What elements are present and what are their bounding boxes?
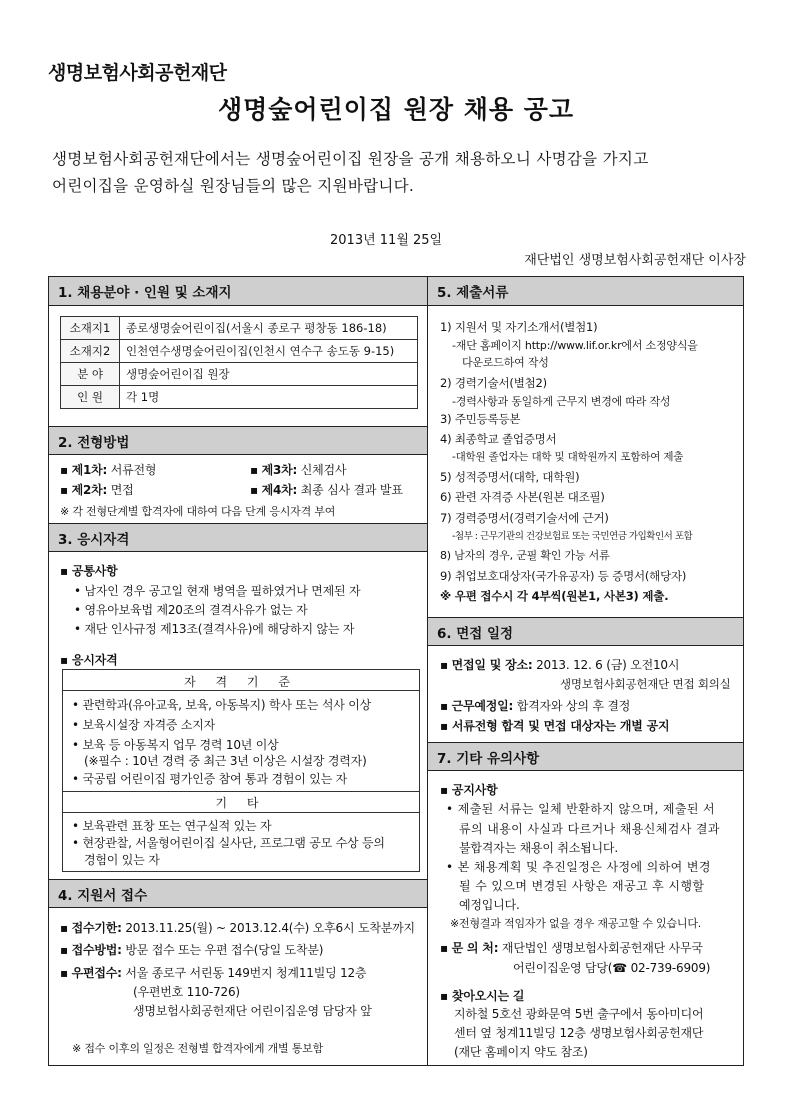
directions-title: ▪ 찾아오시는 길 [440,989,525,1003]
common-title: ▪ 공통사항 [60,564,118,578]
list-item: ▪ 제1차: 서류전형 [60,463,157,477]
cell-key: 소재지2 [61,340,120,363]
table-row [61,340,418,363]
list-item: • 보육 등 아동복지 업무 경력 10년 이상 [72,738,279,752]
table-row [61,317,418,340]
directions-line: 지하철 5호선 광화문역 5번 출구에서 동아미디어 [454,1007,704,1021]
criteria-heading: 자 격 기 준 [184,675,298,689]
list-item: • 관련학과(유아교육, 보육, 아동복지) 학사 또는 석사 이상 [72,698,372,712]
cell-key: 분 야 [61,363,120,386]
list-item: ▪ 우편접수: 서울 종로구 서린동 149번지 청계11빌딩 12층 [60,966,367,980]
directions-line: (재단 홈페이지 약도 참조) [454,1045,588,1059]
intro-line: 어린이집을 운영하실 원장님들의 많은 지원바랍니다. [52,177,415,195]
doc-line: 다운로드하여 작성 [462,356,549,369]
doc-line: 9) 취업보호대상자(국가유공자) 등 증명서(해당자) [440,569,687,583]
table-row [61,386,418,409]
doc-line: 1) 지원서 및 자기소개서(별첨1) [440,320,598,334]
doc-line: ※ 우편 접수시 각 4부씩(원본1, 사본3) 제출. [440,589,669,603]
section-7-heading: 7. 기타 유의사항 [428,742,743,771]
list-item: • 국공립 어린이집 평가인증 참여 통과 경험이 있는 자 [72,772,348,786]
screening-note: ※ 각 전형단계별 합격자에 대하여 다음 단계 응시자격 부여 [60,505,336,518]
doc-line: -첨부 : 근무기관의 건강보험료 또는 국민연금 가입확인서 포함 [452,531,693,542]
cell-value: 인천연수생명숲어린이집(인천시 연수구 송도동 9-15) [120,340,418,363]
page-title: 생명숲어린이집 원장 채용 공고 [217,95,575,124]
list-item-cont: 예정입니다. [459,898,520,912]
list-item: • 제출된 서류는 일체 반환하지 않으며, 제출된 서 [446,802,716,816]
cell-value: 생명숲어린이집 원장 [120,363,418,386]
list-item: ▪ 접수기한: 2013.11.25(월) ~ 2013.12.4(수) 오후6시 도착분까지 [60,921,415,935]
list-item: • 보육시설장 자격증 소지자 [72,718,216,732]
list-item: • 남자인 경우 공고일 현재 병역을 필하였거나 면제된 자 [74,584,361,598]
section-4-heading: 4. 지원서 접수 [49,879,427,908]
doc-line: 5) 성적증명서(대학, 대학원) [440,470,580,484]
column-divider [427,276,428,1066]
list-item: ▪ 근무예정일: 합격자와 상의 후 결정 [440,699,631,713]
signer: 재단법인 생명보험사회공헌재단 이사장 [524,253,746,268]
list-item-cont: 불합격자는 채용이 취소됩니다. [459,841,618,855]
qualification-title: ▪ 응시자격 [60,653,118,667]
doc-line: 6) 관련 자격증 사본(원본 대조필) [440,490,605,504]
table-row [61,363,418,386]
notice-title: ▪ 공지사항 [440,783,498,797]
divider [62,690,420,691]
doc-line: 3) 주민등록등본 [440,412,521,426]
section-6-heading: 6. 면접 일정 [428,617,743,646]
recipient: 생명보험사회공헌재단 어린이집운영 담당자 앞 [133,1004,372,1018]
list-item-sub: (※필수 : 10년 경력 중 최근 3년 이상은 시설장 경력자) [84,754,367,768]
list-item: ▪ 접수방법: 방문 접수 또는 우편 접수(당일 도착분) [60,943,324,957]
cell-key: 소재지1 [61,317,120,340]
directions-line: 센터 옆 청계11빌딩 12층 생명보험사회공헌재단 [454,1026,704,1040]
section-3-heading: 3. 응시자격 [49,523,427,552]
doc-line: 8) 남자의 경우, 군필 확인 가능 서류 [440,549,610,562]
etc-heading: 기 타 [215,796,267,810]
cell-value: 종로생명숲어린이집(서울시 종로구 평창동 186-18) [120,317,418,340]
contact-cont: 어린이집운영 담당(☎ 02-739-6909) [513,961,711,975]
list-item: ▪ 면접일 및 장소: 2013. 12. 6 (금) 오전10시 [440,658,680,672]
receipt-note: ※ 접수 이후의 일정은 전형별 합격자에게 개별 통보함 [72,1042,324,1055]
cell-key: 인 원 [61,386,120,409]
cell-value: 각 1명 [120,386,418,409]
doc-line: -재단 홈페이지 http://www.lif.or.kr에서 소정양식을 [452,339,698,352]
list-item-cont: 경험이 있는 자 [84,853,160,867]
doc-line: 4) 최종학교 졸업증명서 [440,432,557,446]
divider [62,791,420,792]
organization-name: 생명보험사회공헌재단 [48,62,227,84]
section-2-heading: 2. 전형방법 [49,426,427,455]
intro-line: 생명보험사회공헌재단에서는 생명숲어린이집 원장을 공개 채용하오니 사명감을 가지고 [52,150,649,168]
list-item: • 현장관찰, 서울형어린이집 실사단, 프로그램 공모 수상 등의 [72,836,385,850]
list-item: • 재단 인사규정 제13조(결격사유)에 해당하지 않는 자 [74,622,355,636]
contact: ▪ 문 의 처: 재단법인 생명보험사회공헌재단 사무국 [440,941,703,955]
doc-line: -대학원 졸업자는 대학 및 대학원까지 포함하여 제출 [452,451,684,463]
list-item: ▪ 서류전형 합격 및 면접 대상자는 개별 공지 [440,719,670,733]
list-item: ▪ 제4차: 최종 심사 결과 발표 [250,483,403,497]
list-item: ▪ 제2차: 면접 [60,483,134,497]
doc-line: 7) 경력증명서(경력기술서에 근거) [440,511,609,525]
section-5-heading: 5. 제출서류 [428,277,743,306]
doc-line: -경력사항과 동일하게 근무지 변경에 따라 작성 [452,395,671,408]
location-table [60,316,418,409]
list-item: ▪ 제3차: 신체검사 [250,463,347,477]
list-item-cont: 될 수 있으며 변경된 사항은 재공고 후 시행할 [459,879,705,893]
postal-code: (우편번호 110-726) [133,985,240,999]
list-item: • 영유아보육법 제20조의 결격사유가 없는 자 [74,603,308,617]
list-item-cont: 류의 내용이 사실과 다르거나 채용신체검사 결과 [459,822,720,836]
notice-date: 2013년 11월 25일 [330,233,443,248]
divider [62,812,420,813]
section-1-heading: 1. 채용분야 · 인원 및 소재지 [49,277,427,306]
list-item-cont: 생명보험사회공헌재단 면접 회의실 [560,677,731,691]
doc-line: 2) 경력기술서(별첨2) [440,376,547,390]
list-item: • 본 채용계획 및 추진일정은 사정에 의하여 변경 [446,860,711,874]
result-note: ※전형결과 적임자가 없을 경우 재공고할 수 있습니다. [450,917,702,930]
intro-text [52,146,752,200]
list-item: • 보육관련 표창 또는 연구실적 있는 자 [72,819,272,833]
